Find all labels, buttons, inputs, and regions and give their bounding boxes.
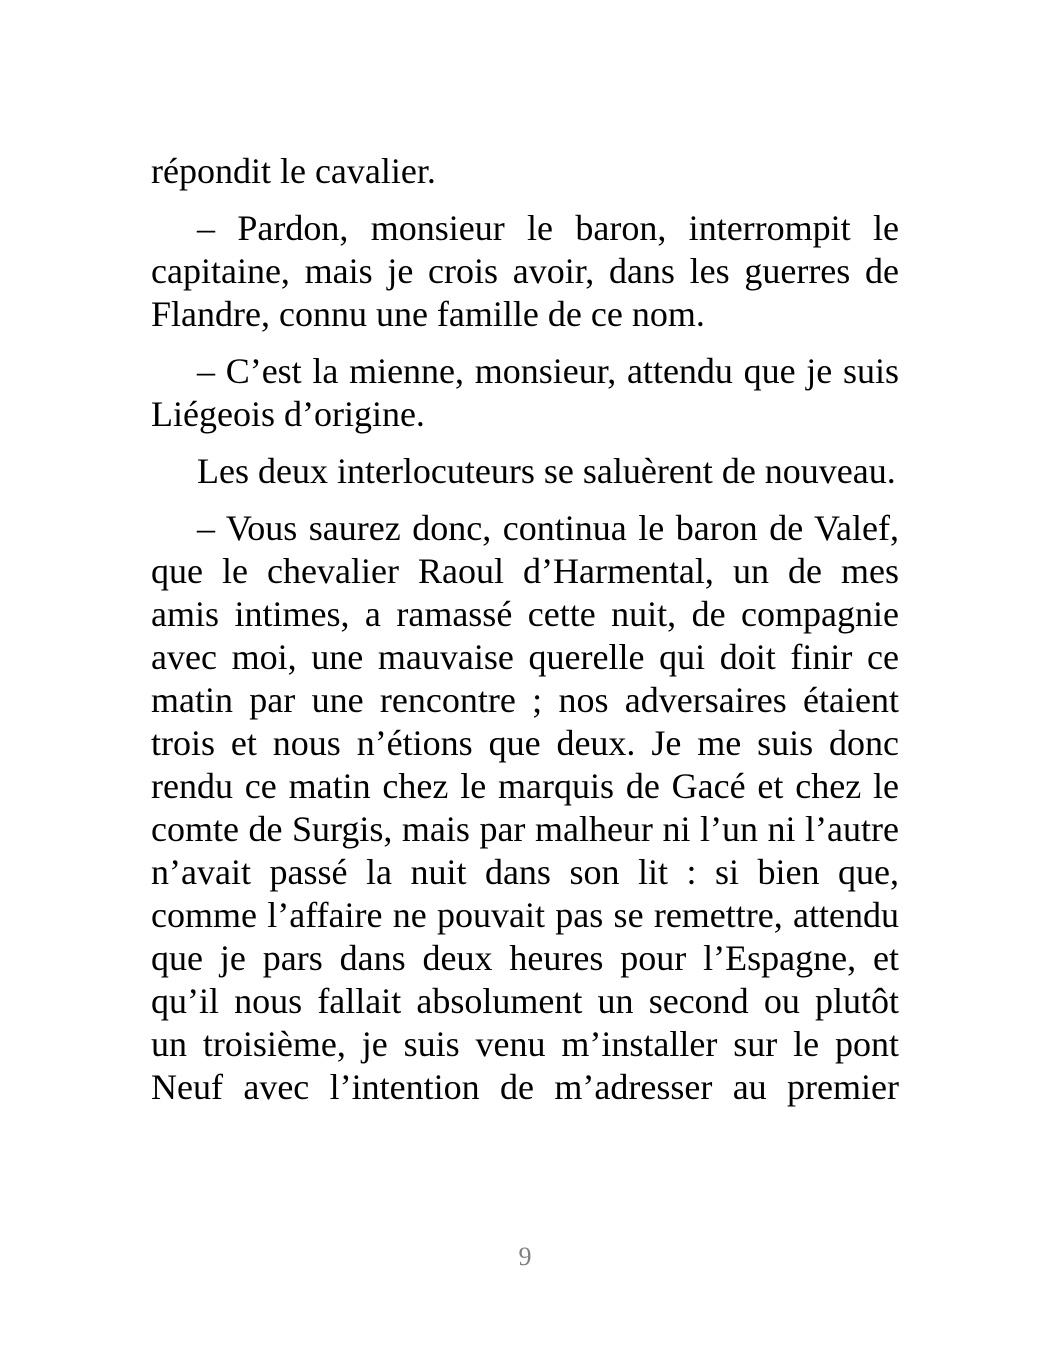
paragraph-3: – C’est la mienne, monsieur, attendu que je suis Liégeois d’origine. (151, 351, 899, 434)
paragraph-5: – Vous saurez donc, continua le baron de Valef, que le chevalier Raoul d’Harmental, un de mes amis intimes, a ramassé cette nuit, de compagnie avec moi, une mauvaise querelle qui doit finir ce matin par une rencontre ; nos adversaires étaient trois et nous n’étions que deux. Je me suis donc rendu ce matin chez le marquis de Gacé et chez le comte de Surgis, mais par malheur ni l’un ni l’autre n’avait passé la nuit dans son lit : si bien que, comme l’affaire ne pouvait pas se remettre, attendu que je pars dans deux heures pour l’Espagne, et qu’il nous fallait absolument un second ou plutôt un troisième, je suis venu m’installer sur le pont Neuf avec l’intention de m’adresser au premier (151, 508, 899, 1107)
paragraph-1: répondit le cavalier. (151, 151, 436, 191)
page-text (151, 150, 899, 1123)
paragraph-2: – Pardon, monsieur le baron, interrompit le capitaine, mais je crois avoir, dans les guerres de Flandre, connu une famille de ce nom. (151, 208, 899, 334)
page-number: 9 (518, 1242, 532, 1271)
paragraph-4: Les deux interlocuteurs se saluèrent de nouveau. (197, 451, 896, 491)
